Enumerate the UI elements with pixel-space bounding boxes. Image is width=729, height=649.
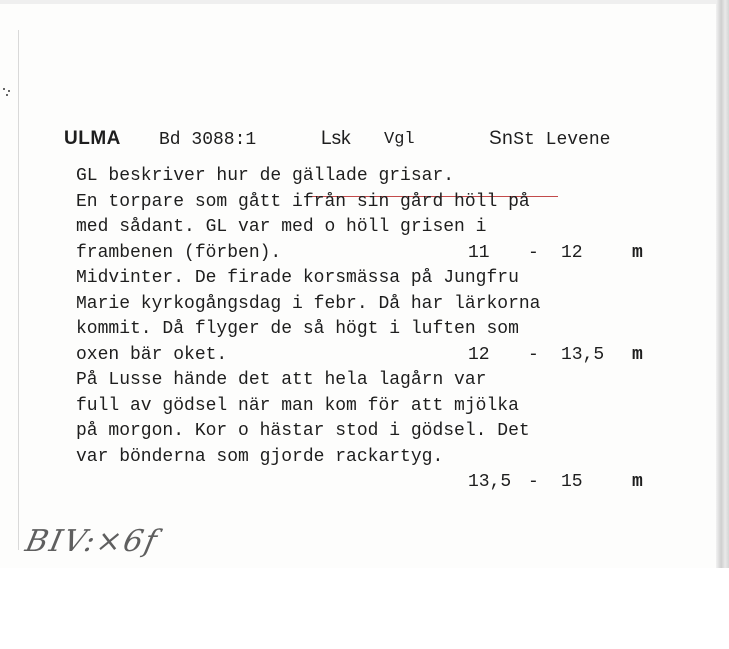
text-line: På Lusse hände det att hela lagårn var: [76, 370, 487, 390]
range-unit: m: [632, 472, 643, 492]
text-line: [76, 470, 716, 496]
range-from: 11: [468, 242, 490, 263]
card-left-edge: [18, 30, 19, 550]
text-line: kommit. Då flyger de så högt i luften som: [76, 319, 519, 339]
text-line: En torpare som gått ifrån sin gård höll på: [76, 191, 530, 212]
text-line: på morgon. Kor o hästar stod i gödsel. Det: [76, 421, 530, 441]
pencil-signature: BIV:×6f: [22, 524, 162, 559]
text-line: Marie kyrkogångsdag i febr. Då har lärkorna: [76, 293, 541, 314]
text-line: full av gödsel när man kom för att mjölka: [76, 395, 519, 416]
text-line: GL beskriver hur de gällade grisar.: [76, 166, 455, 186]
range-dash: -: [528, 242, 539, 263]
range-from: 12: [468, 344, 490, 365]
card-top-edge: [0, 0, 729, 4]
card-right-edge: [716, 0, 729, 568]
district-code: Vgl: [384, 130, 415, 149]
text-line: Midvinter. De firade korsmässa på Jungfru: [76, 268, 519, 288]
parish-name: [489, 128, 610, 150]
archive-code: ULMA: [64, 128, 121, 149]
text-line: frambenen (förben). 11 - 12 m: [76, 241, 716, 267]
text-line: med sådant. GL var med o höll grisen i: [76, 217, 487, 237]
punch-marks: [3, 88, 13, 98]
range-to: 12: [561, 242, 583, 263]
parish-prefix: Sn: [489, 128, 514, 149]
county-code: Lsk: [321, 128, 351, 149]
text-line: var bönderna som gjorde rackartyg.: [76, 446, 444, 467]
range-to: 15: [561, 472, 583, 492]
parish-suffix: St Levene: [513, 130, 611, 150]
text-line: oxen bär oket. 12 - 13,5 m: [76, 343, 716, 369]
range-dash: -: [528, 344, 539, 365]
card-body: [76, 164, 716, 496]
range-unit: m: [632, 242, 643, 263]
range-from: 13,5: [468, 472, 512, 492]
range-unit: m: [632, 344, 643, 365]
range-to: 13,5: [561, 344, 605, 365]
range-dash: -: [528, 472, 539, 492]
reference-number: Bd 3088:1: [159, 130, 257, 150]
